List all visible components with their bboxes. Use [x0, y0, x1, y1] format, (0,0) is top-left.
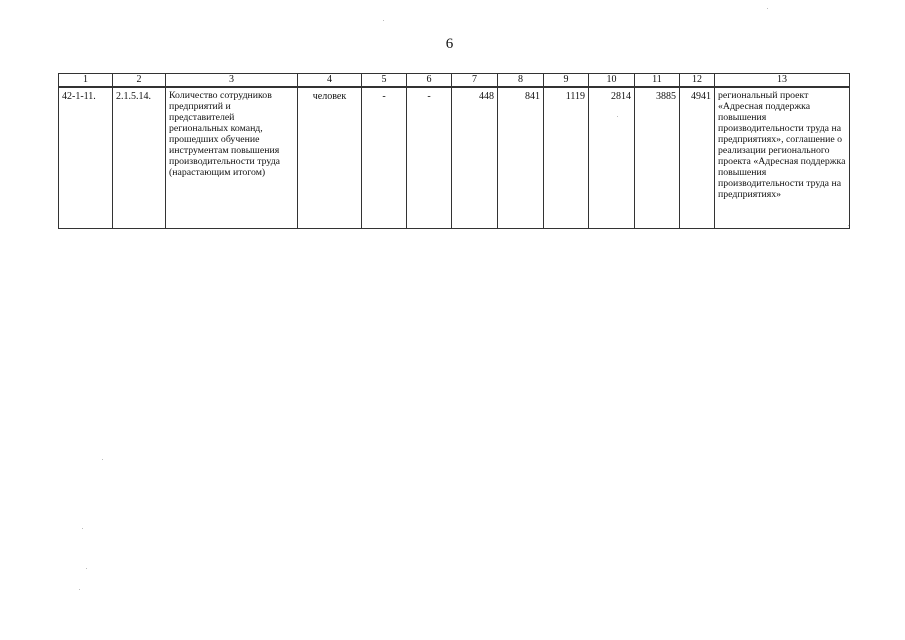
column-number: 2 — [113, 74, 166, 88]
column-number: 3 — [166, 74, 298, 88]
value-col8: 841 — [498, 87, 544, 229]
scan-speck — [767, 8, 768, 9]
scan-speck — [383, 20, 384, 21]
page-number: 6 — [445, 36, 454, 52]
scan-speck — [82, 528, 83, 529]
scan-speck — [617, 116, 618, 117]
value-col7: 448 — [452, 87, 498, 229]
row-item-number: 2.1.5.14. — [113, 87, 166, 229]
scan-speck — [848, 225, 849, 226]
column-number: 4 — [298, 74, 362, 88]
value-col10: 2814 — [589, 87, 635, 229]
column-number: 7 — [452, 74, 498, 88]
source-document: региональный проект «Адресная поддержка повышения производительности труда на предприятиях», соглашение о реализации регионального проекта «Адресная поддержка повышения производительности труда на предприятиях» — [715, 87, 850, 229]
value-col11: 3885 — [635, 87, 680, 229]
scan-speck — [86, 568, 87, 569]
unit-of-measure: человек — [298, 87, 362, 229]
column-number: 10 — [589, 74, 635, 88]
column-number-row — [59, 74, 850, 88]
column-number: 11 — [635, 74, 680, 88]
column-number: 13 — [715, 74, 850, 88]
value-col5: - — [362, 87, 407, 229]
scan-speck — [102, 459, 103, 460]
value-col6: - — [407, 87, 452, 229]
column-number: 8 — [498, 74, 544, 88]
table-row — [59, 87, 850, 229]
indicator-name: Количество сотрудников предприятий и представителей региональных команд, прошедших обучение инструментам повышения производительности труда (нарастающим итогом) — [166, 87, 298, 229]
row-code: 42-1-11. — [59, 87, 113, 229]
indicators-table — [58, 73, 850, 229]
column-number: 12 — [680, 74, 715, 88]
column-number: 9 — [544, 74, 589, 88]
scan-speck — [79, 589, 80, 590]
value-col9: 1119 — [544, 87, 589, 229]
value-col12: 4941 — [680, 87, 715, 229]
column-number: 6 — [407, 74, 452, 88]
column-number: 5 — [362, 74, 407, 88]
column-number: 1 — [59, 74, 113, 88]
